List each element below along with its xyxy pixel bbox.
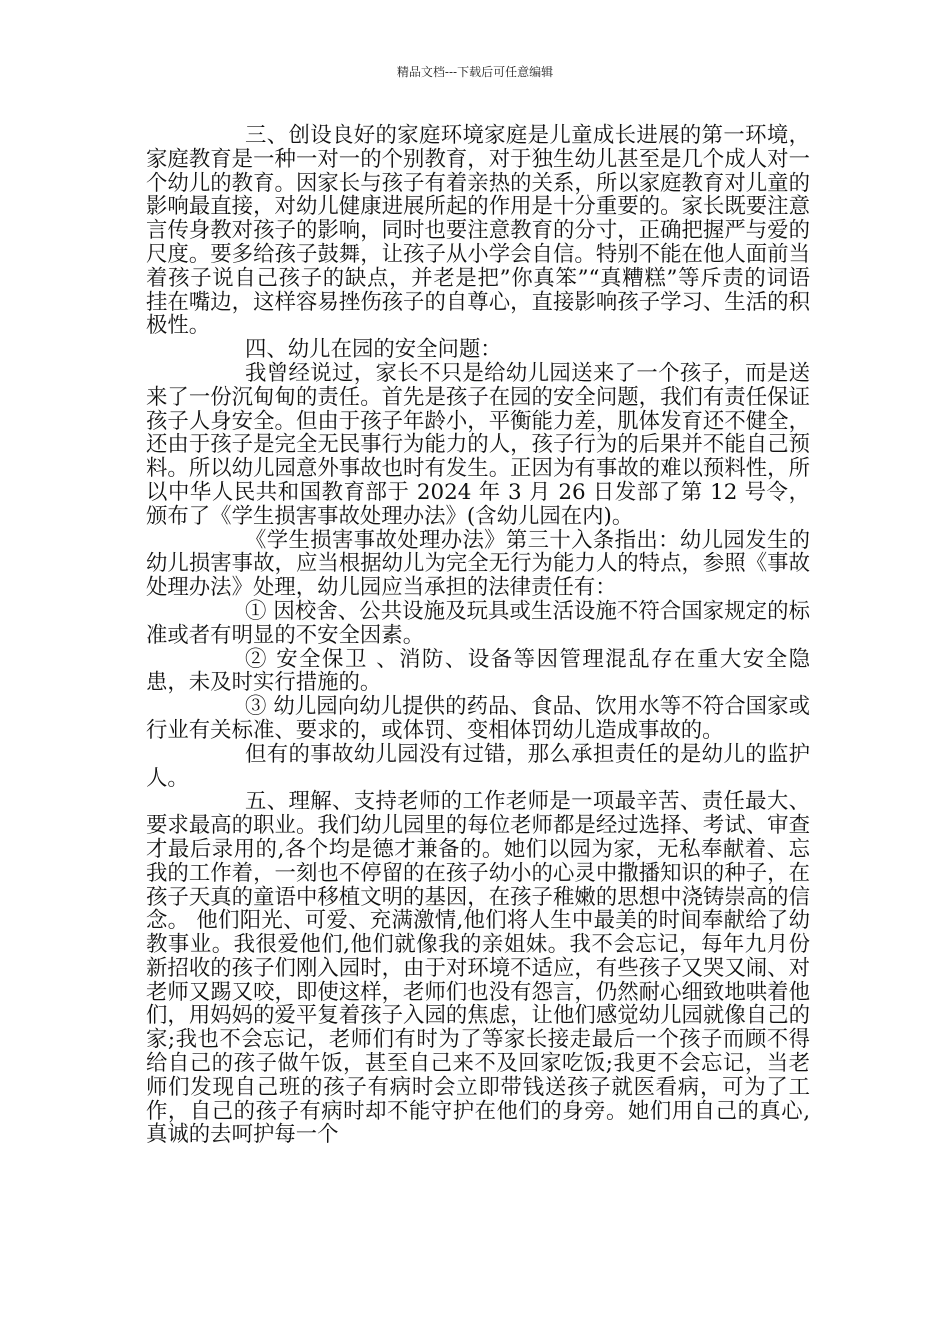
- liability-item-3: ③ 幼儿园向幼儿提供的药品、食品、饮用水等不符合国家或行业有关标准、要求的，或体罚、变相体罚幼儿造成事故的。: [146, 694, 810, 743]
- paragraph-family-environment: 三、创设良好的家庭环境家庭是儿童成长进展的第一环境，家庭教育是一种一对一的个别教育，对于独生幼儿甚至是几个成人对一个幼儿的教育。因家长与孩子有着亲热的关系，所以家庭教育对儿童的影响最直接，对幼儿健康进展所起的作用是十分重要的。家长既要注意言传身教对孩子的影响，同时也要注意教育的分寸，正确把握严与爱的尺度。要多给孩子鼓舞，让孩子从小学会自信。特别不能在他人面前当着孩子说自己孩子的缺点，并老是把”你真笨”“真糟糕”等斥责的词语挂在嘴边，这样容易挫伤孩子的自尊心，直接影响孩子学习、生活的积极性。: [146, 123, 810, 339]
- liability-item-2: ② 安全保卫 、消防、设备等因管理混乱存在重大安全隐患，未及时实行措施的。: [146, 646, 810, 696]
- liability-item-1: ① 因校舍、公共设施及玩具或生活设施不符合国家规定的标准或者有明显的不安全因素。: [146, 598, 810, 648]
- paragraph-accident-regulation: 《学生损害事故处理办法》第三十入条指出：幼儿园发生的幼儿损害事故，应当根据幼儿为完全无行为能力人的特点，参照《事故处理办法》处理，幼儿园应当承担的法律责任有：: [146, 527, 810, 601]
- paragraph-safety-responsibility: 我曾经说过，家长不只是给幼儿园送来了一个孩子，而是送来了一份沉甸甸的责任。首先是孩子在园的安全问题，我们有责任保证孩子人身安全。但由于孩子年龄小，平衡能力差，肌体发育还不健全，还由于孩子是完全无民事行为能力的人，孩子行为的后果并不能自己预料。所以幼儿园意外事故也时有发生。正因为有事故的难以预料性，所以中华人民共和国教育部于 2024 年 3 月 26 日发部了第 12 号令，颁布了《学生损害事故处理办法》(含幼儿园在内)。: [146, 360, 810, 529]
- paragraph-support-teachers: 五、理解、支持老师的工作老师是一项最辛苦、责任最大、要求最高的职业。我们幼儿园里的每位老师都是经过选择、考试、审查才最后录用的,各个均是德才兼备的。她们以园为家，无私奉献着、忘我的工作着，一刻也不停留的在孩子幼小的心灵中撒播知识的种子，在孩子天真的童语中移植文明的基因，在孩子稚嫩的思想中浇铸崇高的信念。 他们阳光、可爱、充满激情,他们将人生中最美的时间奉献给了幼教事业。我很爱他们,他们就像我的亲姐妹。我不会忘记，每年九月份新招收的孩子们刚入园时，由于对环境不适应，有些孩子又哭又闹、对老师又踢又咬，即使这样，老师们也没有怨言，仍然耐心细致地哄着他们，用妈妈的爱平复着孩子入园的焦虑，让他们感觉幼儿园就像自己的家;我也不会忘记，老师们有时为了等家长接走最后一个孩子而顾不得给自己的孩子做午饭，甚至自己来不及回家吃饭;我更不会忘记，当老师们发现自己班的孩子有病时会立即带钱送孩子就医看病，可为了工作，自己的孩子有病时却不能守护在他们的身旁。她们用自己的真心,真诚的去呵护每一个: [146, 789, 810, 1148]
- paragraph-guardian-responsibility: 但有的事故幼儿园没有过错，那么承担责任的是幼儿的监护人。: [146, 741, 810, 791]
- document-body: [146, 124, 810, 1147]
- page-header: 精品文档---下载后可任意编辑: [396, 65, 554, 79]
- heading-safety-issues: 四、幼儿在园的安全问题：: [245, 337, 502, 363]
